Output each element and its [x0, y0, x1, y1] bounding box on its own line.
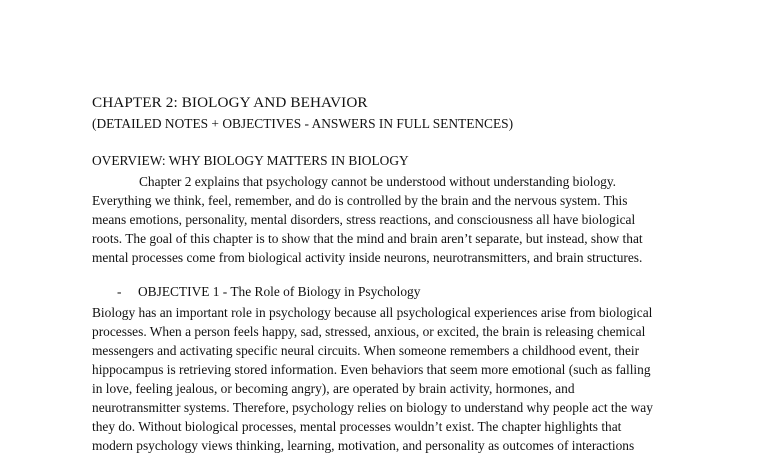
objective-line: Biology has an important role in psychology because all psychological experiences arise from biological — [92, 305, 653, 320]
list-bullet: - — [117, 284, 122, 299]
objective-line: in love, feeling jealous, or becoming angry), are operated by brain activity, hormones, and — [92, 381, 575, 396]
overview-line: Everything we think, feel, remember, and do is controlled by the brain and the nervous system. This — [92, 193, 628, 208]
objective-1-paragraph — [92, 303, 712, 455]
objective-line: hippocampus is retrieving stored information. Even behaviors that seem more emotional (such as falling — [92, 362, 651, 377]
chapter-title: CHAPTER 2: BIOLOGY AND BEHAVIOR — [92, 94, 368, 111]
objective-line: modern psychology views thinking, learning, motivation, and personality as outcomes of interactions — [92, 438, 635, 453]
chapter-subtitle: (DETAILED NOTES + OBJECTIVES - ANSWERS IN FULL SENTENCES) — [92, 116, 514, 131]
objective-1-title: OBJECTIVE 1 - The Role of Biology in Psychology — [138, 284, 421, 299]
overview-line: means emotions, personality, mental disorders, stress reactions, and consciousness all have biological — [92, 212, 636, 227]
objective-line: processes. When a person feels happy, sad, stressed, anxious, or excited, the brain is releasing chemical — [92, 324, 646, 339]
overview-line: mental processes come from biological activity inside neurons, neurotransmitters, and brain structures. — [92, 250, 643, 265]
overview-paragraph — [92, 172, 692, 267]
overview-heading: OVERVIEW: WHY BIOLOGY MATTERS IN BIOLOGY — [92, 153, 409, 168]
objective-line: neurotransmitter systems. Therefore, psychology relies on biology to understand why people act the way — [92, 400, 653, 415]
overview-line: roots. The goal of this chapter is to show that the mind and brain aren’t separate, but instead, show that — [92, 231, 643, 246]
objective-line: messengers and activating specific neural circuits. When someone remembers a childhood event, their — [92, 343, 640, 358]
objective-line: they do. Without biological processes, mental processes wouldn’t exist. The chapter highlights that — [92, 419, 622, 434]
overview-line: Chapter 2 explains that psychology cannot be understood without understanding biology. — [139, 174, 617, 189]
